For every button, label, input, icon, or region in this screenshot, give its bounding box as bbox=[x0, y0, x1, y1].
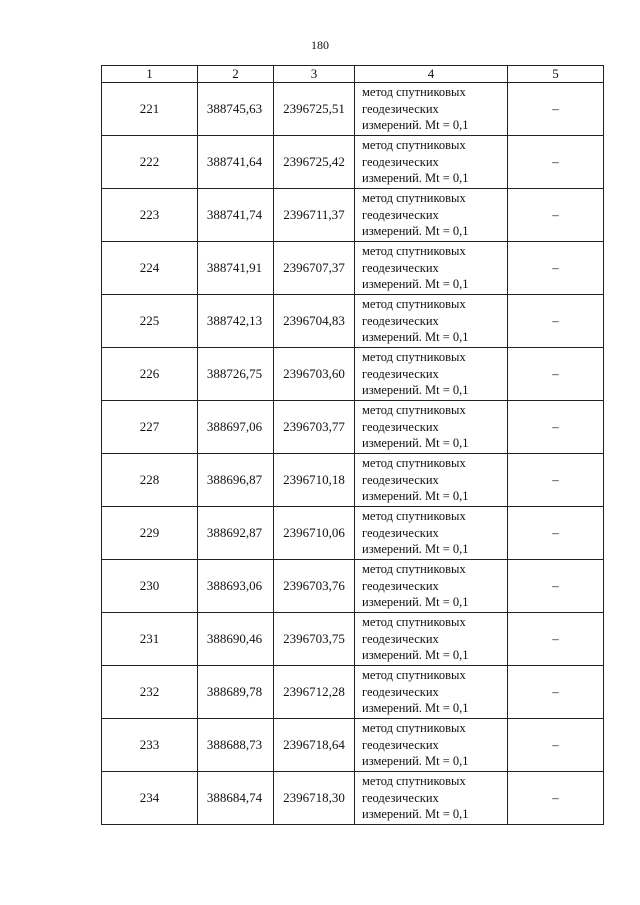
method-line: измерений. Mt = 0,1 bbox=[362, 383, 469, 398]
coordinate-y: 2396703,77 bbox=[274, 401, 355, 454]
method-line: измерений. Mt = 0,1 bbox=[362, 648, 469, 663]
coordinate-x: 388741,74 bbox=[198, 189, 274, 242]
coordinate-y: 2396703,76 bbox=[274, 560, 355, 613]
method-line: измерений. Mt = 0,1 bbox=[362, 118, 469, 133]
coordinate-x: 388692,87 bbox=[198, 507, 274, 560]
method-line: геодезических bbox=[362, 525, 439, 540]
method-line: геодезических bbox=[362, 366, 439, 381]
coordinate-x: 388688,73 bbox=[198, 719, 274, 772]
method-description bbox=[355, 136, 508, 189]
point-number: 231 bbox=[102, 613, 198, 666]
method-line: измерений. Mt = 0,1 bbox=[362, 436, 469, 451]
method-description bbox=[355, 242, 508, 295]
method-description bbox=[355, 189, 508, 242]
note-cell: – bbox=[508, 666, 604, 719]
note-cell: – bbox=[508, 348, 604, 401]
table-row bbox=[102, 666, 604, 719]
table-row bbox=[102, 454, 604, 507]
table-row bbox=[102, 507, 604, 560]
method-description bbox=[355, 613, 508, 666]
note-cell: – bbox=[508, 189, 604, 242]
header-col-4: 4 bbox=[355, 66, 508, 83]
note-cell: – bbox=[508, 507, 604, 560]
method-line: геодезических bbox=[362, 472, 439, 487]
coordinate-x: 388741,64 bbox=[198, 136, 274, 189]
method-line: измерений. Mt = 0,1 bbox=[362, 701, 469, 716]
method-line: геодезических bbox=[362, 207, 439, 222]
point-number: 228 bbox=[102, 454, 198, 507]
note-cell: – bbox=[508, 613, 604, 666]
method-line: геодезических bbox=[362, 101, 439, 116]
point-number: 232 bbox=[102, 666, 198, 719]
method-line: измерений. Mt = 0,1 bbox=[362, 224, 469, 239]
page-number: 180 bbox=[311, 38, 329, 52]
method-line: измерений. Mt = 0,1 bbox=[362, 542, 469, 557]
coordinate-y: 2396725,51 bbox=[274, 83, 355, 136]
method-line: геодезических bbox=[362, 313, 439, 328]
method-description bbox=[355, 295, 508, 348]
method-line: метод спутниковых bbox=[362, 191, 466, 206]
point-number: 227 bbox=[102, 401, 198, 454]
method-description bbox=[355, 560, 508, 613]
table-row bbox=[102, 242, 604, 295]
coordinate-y: 2396703,60 bbox=[274, 348, 355, 401]
note-cell: – bbox=[508, 295, 604, 348]
method-line: метод спутниковых bbox=[362, 721, 466, 736]
table-row bbox=[102, 401, 604, 454]
table-row bbox=[102, 189, 604, 242]
point-number: 223 bbox=[102, 189, 198, 242]
point-number: 226 bbox=[102, 348, 198, 401]
table-row bbox=[102, 83, 604, 136]
point-number: 230 bbox=[102, 560, 198, 613]
method-line: метод спутниковых bbox=[362, 668, 466, 683]
point-number: 234 bbox=[102, 772, 198, 825]
note-cell: – bbox=[508, 136, 604, 189]
coordinate-x: 388684,74 bbox=[198, 772, 274, 825]
note-cell: – bbox=[508, 772, 604, 825]
table-row bbox=[102, 560, 604, 613]
method-line: метод спутниковых bbox=[362, 85, 466, 100]
method-description bbox=[355, 507, 508, 560]
method-line: геодезических bbox=[362, 737, 439, 752]
coordinate-x: 388745,63 bbox=[198, 83, 274, 136]
method-line: геодезических bbox=[362, 419, 439, 434]
method-line: измерений. Mt = 0,1 bbox=[362, 807, 469, 822]
coordinate-y: 2396712,28 bbox=[274, 666, 355, 719]
table-row bbox=[102, 772, 604, 825]
header-col-5: 5 bbox=[508, 66, 604, 83]
method-line: измерений. Mt = 0,1 bbox=[362, 754, 469, 769]
point-number: 224 bbox=[102, 242, 198, 295]
method-line: измерений. Mt = 0,1 bbox=[362, 595, 469, 610]
point-number: 225 bbox=[102, 295, 198, 348]
point-number: 221 bbox=[102, 83, 198, 136]
method-line: метод спутниковых bbox=[362, 615, 466, 630]
table-row bbox=[102, 136, 604, 189]
coordinate-y: 2396711,37 bbox=[274, 189, 355, 242]
table-row bbox=[102, 613, 604, 666]
method-line: метод спутниковых bbox=[362, 562, 466, 577]
method-description bbox=[355, 401, 508, 454]
coordinate-x: 388697,06 bbox=[198, 401, 274, 454]
note-cell: – bbox=[508, 242, 604, 295]
point-number: 222 bbox=[102, 136, 198, 189]
method-line: метод спутниковых bbox=[362, 244, 466, 259]
table-header-row bbox=[102, 66, 604, 83]
note-cell: – bbox=[508, 83, 604, 136]
method-line: метод спутниковых bbox=[362, 403, 466, 418]
method-description bbox=[355, 348, 508, 401]
header-col-1: 1 bbox=[102, 66, 198, 83]
coordinate-y: 2396718,64 bbox=[274, 719, 355, 772]
method-line: измерений. Mt = 0,1 bbox=[362, 330, 469, 345]
method-line: геодезических bbox=[362, 578, 439, 593]
note-cell: – bbox=[508, 560, 604, 613]
note-cell: – bbox=[508, 454, 604, 507]
table-row bbox=[102, 348, 604, 401]
method-line: метод спутниковых bbox=[362, 297, 466, 312]
note-cell: – bbox=[508, 401, 604, 454]
coordinate-x: 388689,78 bbox=[198, 666, 274, 719]
coordinate-y: 2396707,37 bbox=[274, 242, 355, 295]
method-description bbox=[355, 454, 508, 507]
coordinate-y: 2396703,75 bbox=[274, 613, 355, 666]
method-line: метод спутниковых bbox=[362, 350, 466, 365]
method-line: геодезических bbox=[362, 684, 439, 699]
method-line: измерений. Mt = 0,1 bbox=[362, 277, 469, 292]
method-line: измерений. Mt = 0,1 bbox=[362, 489, 469, 504]
table-row bbox=[102, 295, 604, 348]
method-line: метод спутниковых bbox=[362, 138, 466, 153]
coordinate-x: 388690,46 bbox=[198, 613, 274, 666]
point-number: 233 bbox=[102, 719, 198, 772]
method-description bbox=[355, 666, 508, 719]
coordinate-x: 388693,06 bbox=[198, 560, 274, 613]
coordinate-x: 388741,91 bbox=[198, 242, 274, 295]
method-line: метод спутниковых bbox=[362, 774, 466, 789]
method-description bbox=[355, 772, 508, 825]
coordinate-y: 2396704,83 bbox=[274, 295, 355, 348]
method-line: геодезических bbox=[362, 260, 439, 275]
coordinates-table bbox=[101, 65, 604, 825]
method-line: метод спутниковых bbox=[362, 456, 466, 471]
method-description bbox=[355, 83, 508, 136]
method-line: метод спутниковых bbox=[362, 509, 466, 524]
coordinate-y: 2396725,42 bbox=[274, 136, 355, 189]
coordinate-x: 388726,75 bbox=[198, 348, 274, 401]
coordinate-y: 2396710,06 bbox=[274, 507, 355, 560]
method-line: геодезических bbox=[362, 790, 439, 805]
coordinate-x: 388696,87 bbox=[198, 454, 274, 507]
method-description bbox=[355, 719, 508, 772]
note-cell: – bbox=[508, 719, 604, 772]
method-line: измерений. Mt = 0,1 bbox=[362, 171, 469, 186]
header-col-3: 3 bbox=[274, 66, 355, 83]
coordinate-y: 2396710,18 bbox=[274, 454, 355, 507]
method-line: геодезических bbox=[362, 154, 439, 169]
coordinate-y: 2396718,30 bbox=[274, 772, 355, 825]
header-col-2: 2 bbox=[198, 66, 274, 83]
point-number: 229 bbox=[102, 507, 198, 560]
coordinate-x: 388742,13 bbox=[198, 295, 274, 348]
table-row bbox=[102, 719, 604, 772]
method-line: геодезических bbox=[362, 631, 439, 646]
